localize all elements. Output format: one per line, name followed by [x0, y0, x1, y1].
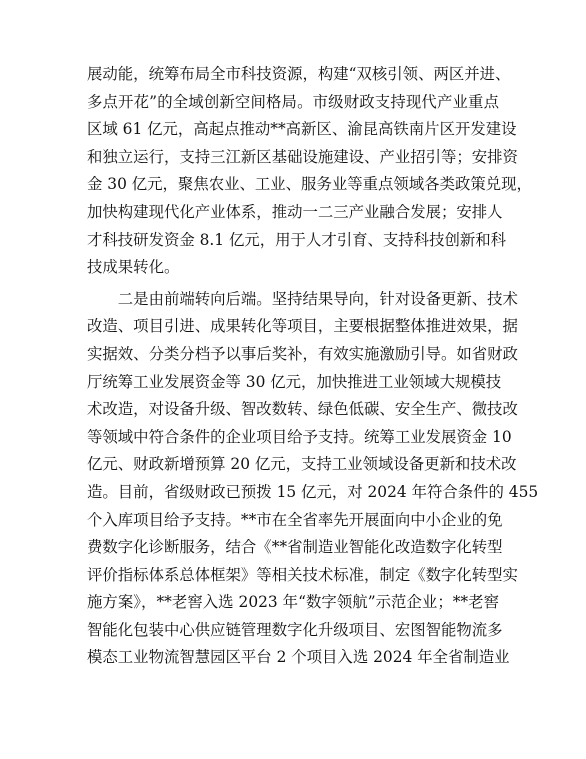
text-line: 实据效、分类分档予以事后奖补，有效实施激励引导。如省财政	[87, 344, 518, 363]
text-line: 等领域中符合条件的企业项目给予支持。统筹工业发展资金 10	[87, 427, 512, 446]
text-line: 金 30 亿元，聚焦农业、工业、服务业等重点领域各类政策兑现，	[87, 175, 532, 194]
text-line: 才科技研发资金 8.1 亿元，用于人才引育、支持科技创新和科	[87, 230, 507, 249]
text-line: 和独立运行，支持三江新区基础设施建设、产业招引等；安排资	[87, 147, 518, 166]
text-line: 个入库项目给予支持。**市在全省率先开展面向中小企业的免	[87, 510, 503, 529]
text-line: 评价指标体系总体框架》等相关技术标准，制定《数字化转型实	[87, 565, 518, 584]
text-line: 亿元、财政新增预算 20 亿元，支持工业领域设备更新和技术改	[87, 455, 517, 474]
text-line: 费数字化诊断服务，结合《**省制造业智能化改造数字化转型	[87, 538, 503, 557]
text-line: 改造、项目引进、成果转化等项目，主要根据整体推进效果，据	[87, 317, 518, 336]
text-line: 加快构建现代化产业体系，推动一二三产业融合发展；安排人	[87, 202, 503, 221]
text-line: 区域 61 亿元，高起点推动**高新区、渝昆高铁南片区开发建设	[87, 120, 517, 139]
text-line: 厅统筹工业发展资金等 30 亿元，加快推进工业领域大规模技	[87, 372, 502, 391]
text-line: 技成果转化。	[87, 258, 180, 277]
text-line: 造。目前，省级财政已预拨 15 亿元，对 2024 年符合条件的 455	[87, 482, 539, 501]
text-line: 展动能，统筹布局全市科技资源，构建“双核引领、两区并进、	[87, 65, 511, 83]
text-line: 多点开花”的全域创新空间格局。市级财政支持现代产业重点	[87, 92, 499, 111]
paragraph-1	[87, 61, 532, 282]
text-line: 术改造，对设备升级、智改数转、绿色低碳、安全生产、微技改	[87, 400, 518, 419]
text-line: 智能化包装中心供应链管理数字化升级项目、宏图智能物流多	[87, 620, 503, 639]
text-line: 施方案》，**老窖入选 2023 年“数字领航”示范企业；**老窖	[87, 593, 499, 612]
document-body	[87, 61, 539, 672]
text-line: 二是由前端转向后端。坚持结果导向，针对设备更新、技术	[87, 289, 518, 308]
paragraph-2	[87, 286, 539, 672]
text-line: 模态工业物流智慧园区平台 2 个项目入选 2024 年全省制造业	[87, 648, 510, 667]
